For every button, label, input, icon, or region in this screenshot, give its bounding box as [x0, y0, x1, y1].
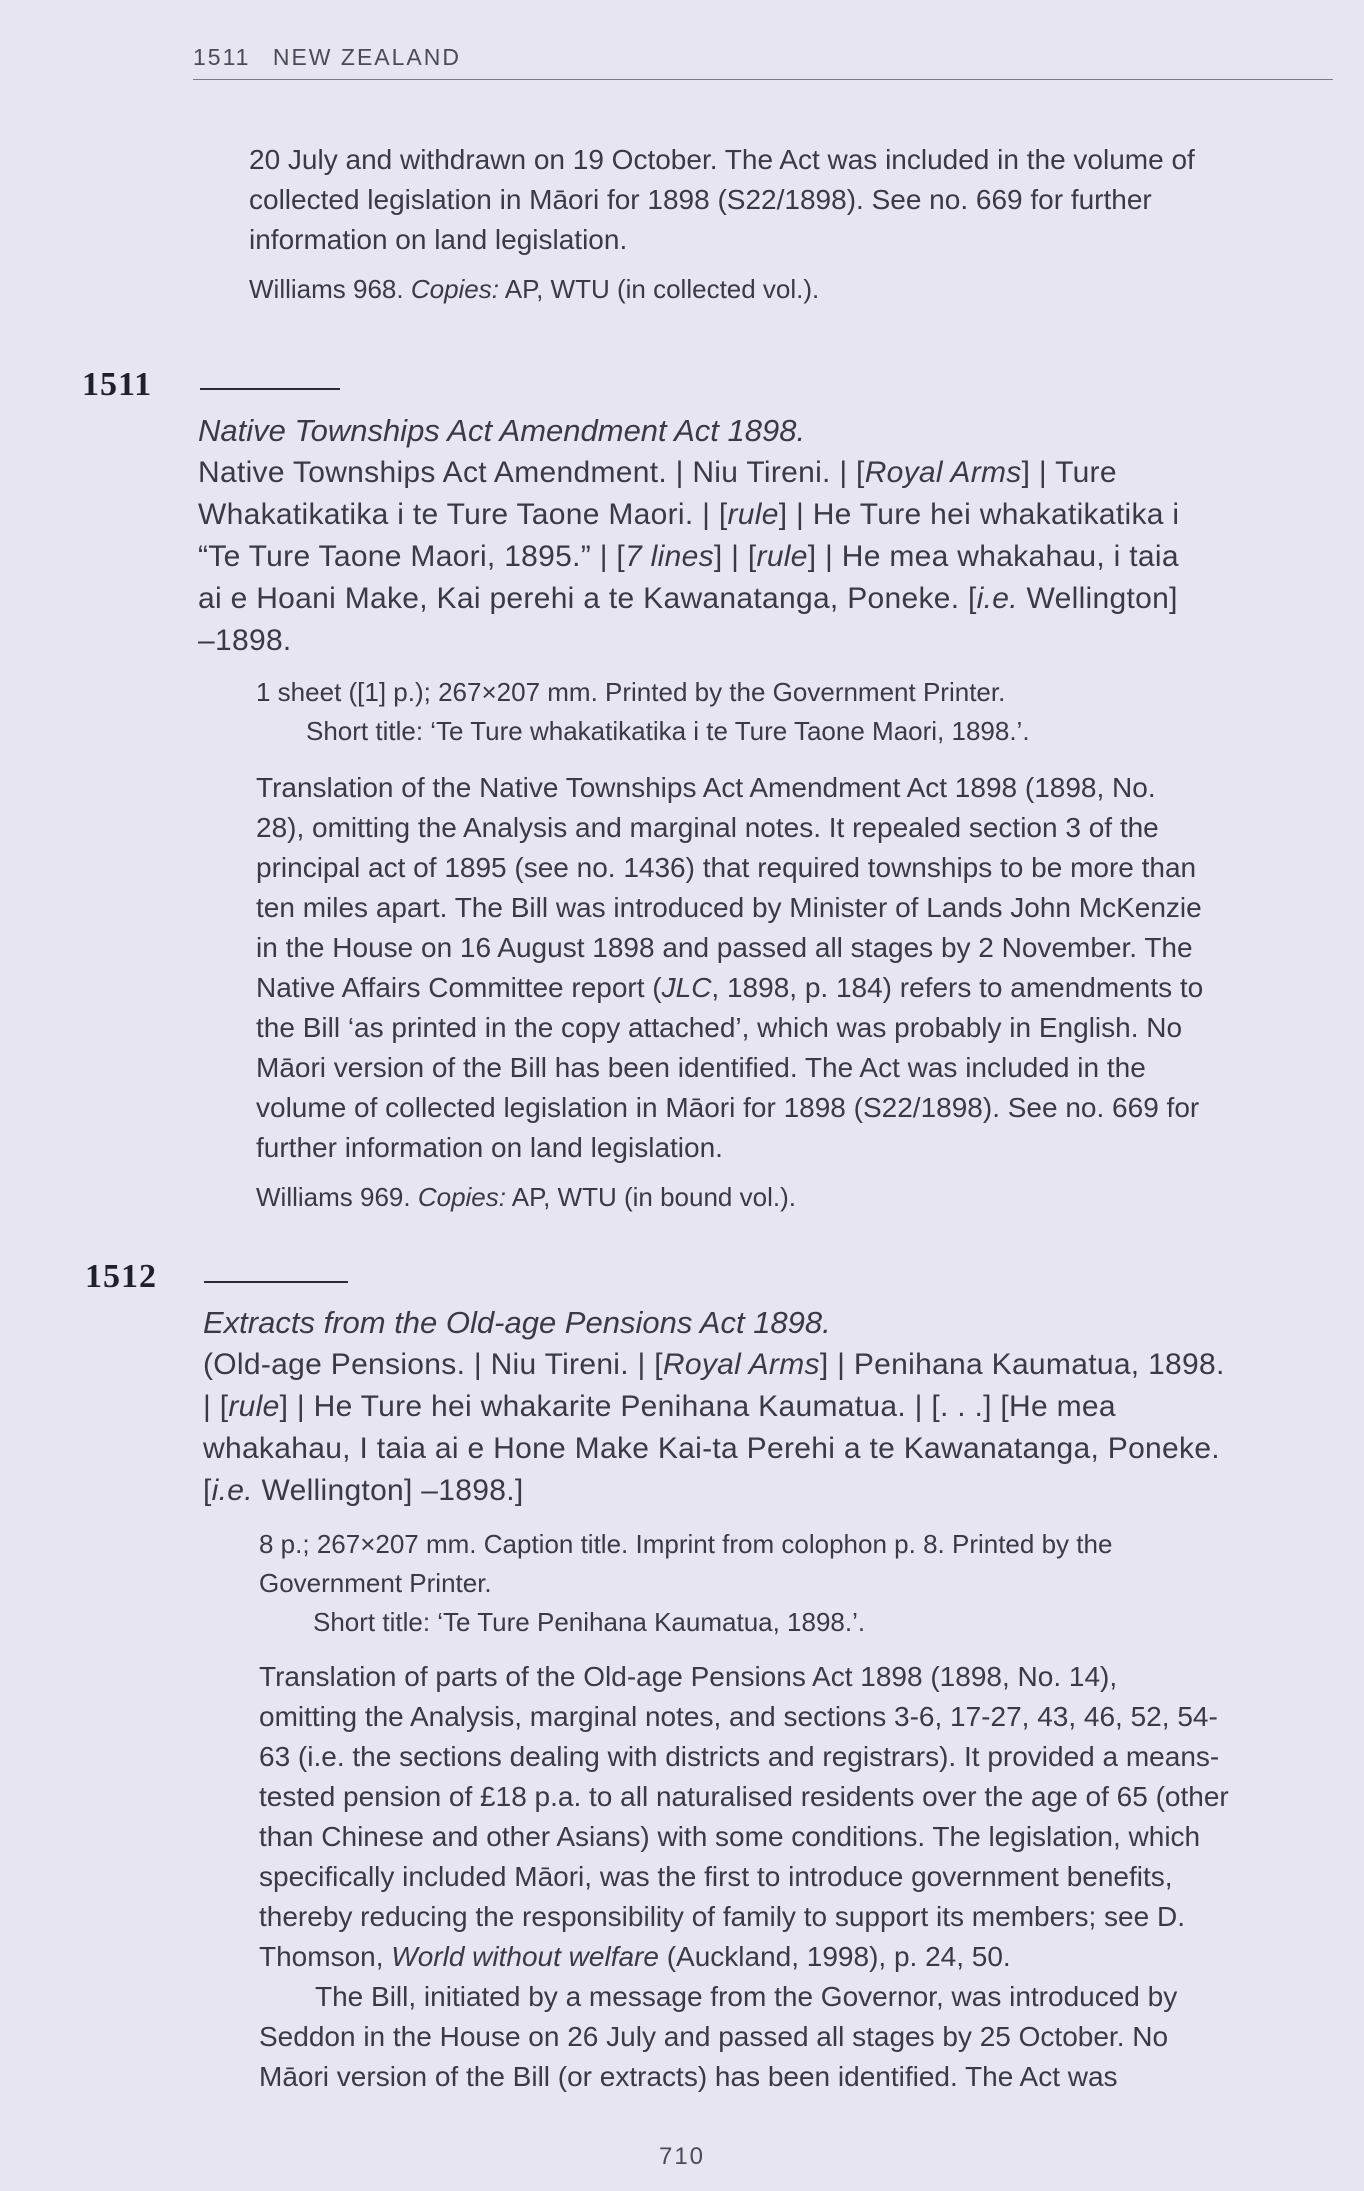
- description-line: | [rule] | He Ture hei whakarite Penihana Kaumatua. | [. . .] [He mea: [203, 1390, 1116, 1423]
- header-section-title: NEW ZEALAND: [272, 44, 461, 70]
- note-line: Māori version of the Bill (or extracts) has been identified. The Act was: [259, 2061, 1118, 2092]
- text-line: 20 July and withdrawn on 19 October. The Act was included in the volume of: [249, 144, 1195, 175]
- note-line: than Chinese and other Asians) with some conditions. The legislation, which: [259, 1821, 1201, 1852]
- entry-number-1512: 1512: [85, 1258, 157, 1295]
- running-header: [193, 44, 1333, 80]
- physical-description: 1 sheet ([1] p.); 267×207 mm. Printed by the Government Printer.: [256, 677, 1006, 707]
- note-line: principal act of 1895 (see no. 1436) that required townships to be more than: [256, 852, 1197, 883]
- short-title: Short title: ‘Te Ture whakatikatika i te Ture Taone Maori, 1898.’.: [306, 716, 1030, 746]
- note-line: specifically included Māori, was the first to introduce government benefits,: [259, 1861, 1173, 1892]
- description-line: (Old-age Pensions. | Niu Tireni. | [Royal Arms] | Penihana Kaumatua, 1898.: [203, 1348, 1225, 1381]
- header-page-number: 1511: [193, 44, 251, 70]
- entry-1512: [203, 1302, 1338, 1512]
- note-line: the Bill ‘as printed in the copy attached’, which was probably in English. No: [256, 1012, 1183, 1043]
- note-line: Translation of parts of the Old-age Pensions Act 1898 (1898, No. 14),: [259, 1661, 1118, 1692]
- description-line: [i.e. Wellington] –1898.]: [203, 1474, 524, 1507]
- page-folio: 710: [658, 2143, 706, 2170]
- reference-text: AP, WTU (in collected vol.).: [498, 274, 820, 304]
- description-line: Whakatikatika i te Ture Taone Maori. | [rule] | He Ture hei whakatikatika i: [198, 498, 1180, 531]
- description-line: Native Townships Act Amendment. | Niu Tireni. | [Royal Arms] | Ture: [198, 456, 1117, 489]
- text-line: information on land legislation.: [249, 224, 628, 255]
- entry-1510-continuation: [249, 140, 1334, 309]
- physical-description: Government Printer.: [259, 1568, 492, 1598]
- description-line: –1898.: [198, 624, 292, 657]
- short-title: Short title: ‘Te Ture Penihana Kaumatua, 1898.’.: [313, 1607, 866, 1637]
- description-line: ai e Hoani Make, Kai perehi a te Kawanatanga, Poneke. [i.e. Wellington]: [198, 582, 1178, 615]
- entry-title: Extracts from the Old-age Pensions Act 1898.: [203, 1305, 831, 1340]
- reference-text: Williams 968.: [249, 274, 411, 304]
- entry-dash: [204, 1281, 348, 1283]
- note-line: thereby reducing the responsibility of family to support its members; see D.: [259, 1901, 1185, 1932]
- entry-1511: [198, 410, 1338, 662]
- entry-1511-physical: [256, 673, 1336, 751]
- note-line: further information on land legislation.: [256, 1132, 723, 1163]
- entry-dash: [200, 388, 340, 390]
- entry-1512-physical: [259, 1525, 1339, 1642]
- note-line: Māori version of the Bill has been identified. The Act was included in the: [256, 1052, 1146, 1083]
- reference-line: Williams 969. Copies: AP, WTU (in bound vol.).: [256, 1182, 796, 1212]
- note-line: omitting the Analysis, marginal notes, and sections 3-6, 17-27, 43, 46, 52, 54-: [259, 1701, 1218, 1732]
- entry-1511-note: [256, 768, 1336, 1217]
- description-line: “Te Ture Taone Maori, 1895.” | [7 lines] | [rule] | He mea whakahau, i taia: [198, 540, 1179, 573]
- note-line: volume of collected legislation in Māori for 1898 (S22/1898). See no. 669 for: [256, 1092, 1200, 1123]
- entry-number-1511: 1511: [82, 366, 153, 403]
- physical-description: 8 p.; 267×207 mm. Caption title. Imprint from colophon p. 8. Printed by the: [259, 1529, 1113, 1559]
- note-line: in the House on 16 August 1898 and passed all stages by 2 November. The: [256, 932, 1193, 963]
- note-line: The Bill, initiated by a message from the Governor, was introduced by: [315, 1981, 1178, 2012]
- note-line: Translation of the Native Townships Act Amendment Act 1898 (1898, No.: [256, 772, 1156, 803]
- note-line: 63 (i.e. the sections dealing with districts and registrars). It provided a means-: [259, 1741, 1220, 1772]
- entry-1512-note: [259, 1657, 1349, 2097]
- text-line: collected legislation in Māori for 1898 (S22/1898). See no. 669 for further: [249, 184, 1152, 215]
- description-line: whakahau, I taia ai e Hone Make Kai-ta Perehi a te Kawanatanga, Poneke.: [203, 1432, 1220, 1465]
- copies-label: Copies:: [410, 274, 499, 304]
- note-line: 28), omitting the Analysis and marginal notes. It repealed section 3 of the: [256, 812, 1159, 843]
- note-line: Thomson, World without welfare (Auckland, 1998), p. 24, 50.: [259, 1941, 1011, 1972]
- note-line: ten miles apart. The Bill was introduced by Minister of Lands John McKenzie: [256, 892, 1202, 923]
- entry-title: Native Townships Act Amendment Act 1898.: [198, 413, 806, 448]
- note-line: tested pension of £18 p.a. to all naturalised residents over the age of 65 (other: [259, 1781, 1229, 1812]
- note-line: Native Affairs Committee report (JLC, 1898, p. 184) refers to amendments to: [256, 972, 1204, 1003]
- note-line: Seddon in the House on 26 July and passed all stages by 25 October. No: [259, 2021, 1169, 2052]
- reference-line: [249, 270, 1334, 309]
